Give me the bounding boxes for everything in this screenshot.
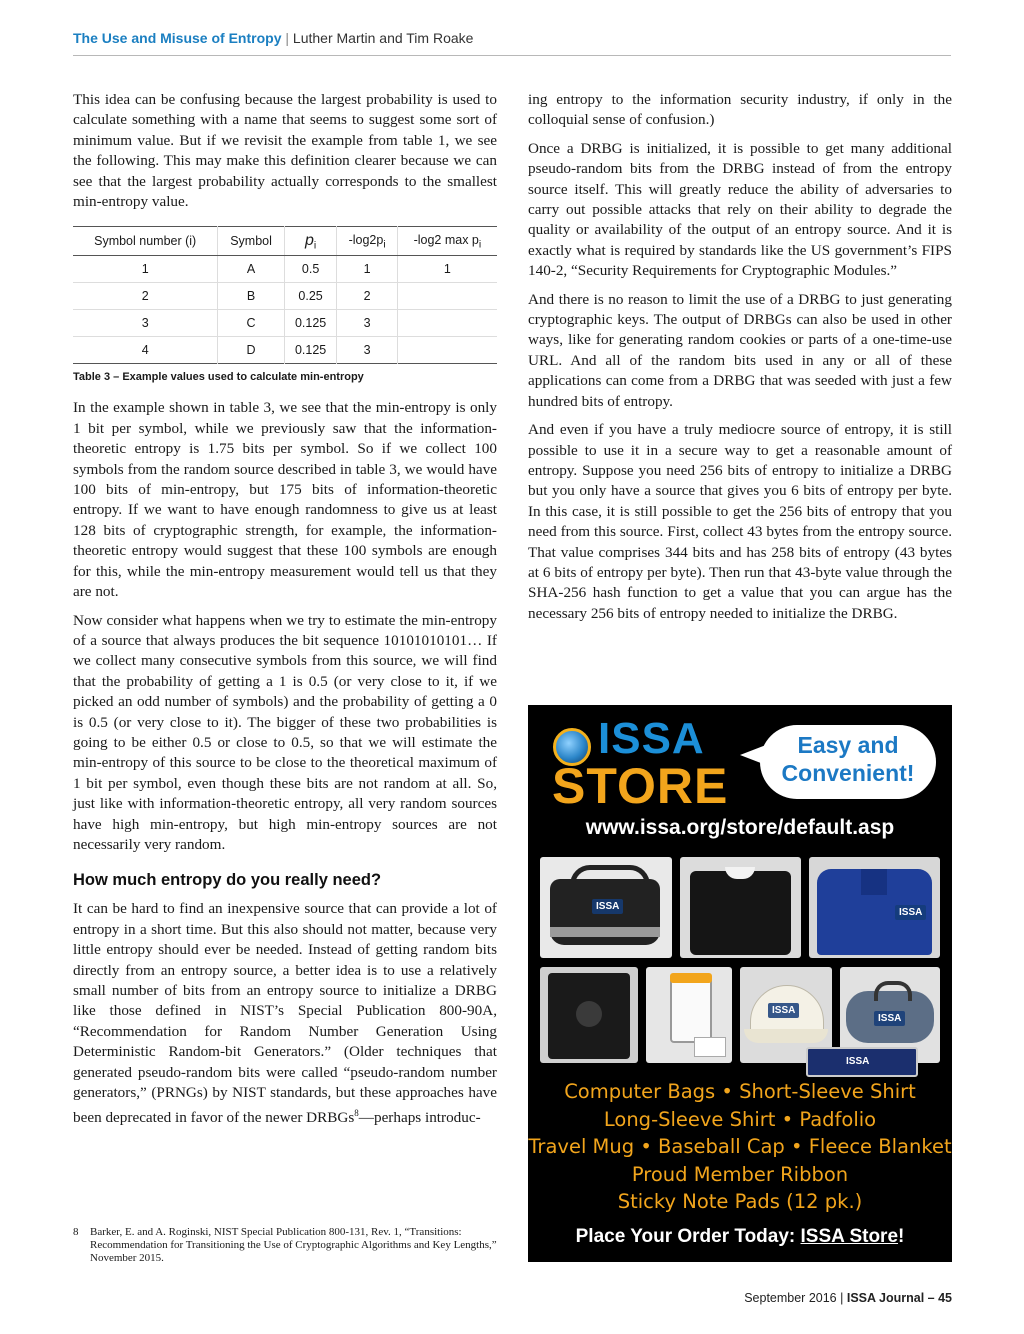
running-header: [73, 30, 951, 56]
table-header-cell: Symbol: [218, 227, 284, 256]
computer-bag-image: [540, 857, 672, 958]
issue-date: September 2016: [744, 1291, 837, 1305]
paragraph-text: It can be hard to find an inexpensive source that can provide a lot of entropy in a short time. But this also should not matter, because very little entropy should ever be needed. Instead of getting random bits directly from an entropy source, a better idea is to use a relatively small number of bits from an entropy source to initialize a DRBG like those defined in NIST’s Special Publication 800-90A, “Recommendation for Random Number Generation Using Deterministic Random-bit Generators.” (Older techniques that generated pseudo-random bits were called “pseudo-random number generators,” (PRNGs) by NIST standards, but these approaches have been deprecated in favor of the newer DRBGs: [73, 900, 497, 1127]
min-entropy-table: [73, 226, 497, 364]
article-authors: Luther Martin and Tim Roake: [292, 30, 474, 46]
product-list: [528, 1078, 952, 1216]
product-logo: ISSA: [592, 899, 623, 914]
order-suffix: !: [898, 1226, 905, 1247]
table-header-sub: i: [478, 239, 482, 251]
bubble-line-2: Convenient!: [781, 760, 915, 786]
table-cell: 3: [337, 337, 397, 364]
table-header-cell: [397, 227, 497, 256]
product-list-line: Sticky Note Pads (12 pk.): [617, 1190, 863, 1213]
table-cell: A: [218, 256, 284, 283]
issa-store-ad[interactable]: [528, 705, 952, 1262]
section-heading: How much entropy do you really need?: [73, 871, 382, 890]
table-header-p: p: [304, 231, 314, 249]
page-footer: [744, 1291, 952, 1305]
bubble-text: [760, 731, 936, 787]
footer-separator: |: [840, 1291, 844, 1305]
logo-store: STORE: [552, 758, 729, 814]
table-cell: 1: [337, 256, 397, 283]
journal-page: ISSA Journal – 45: [846, 1291, 952, 1305]
table-header-cell: [337, 227, 397, 256]
table-cell: 2: [73, 283, 218, 310]
footnote-text: Barker, E. and A. Roginski, NIST Special Publication 800-131, Rev. 1, “Transitions: Recommendation for Transitioning the Use of Cryptographic Algorithms and Key Lengths,” November 2015.: [90, 1226, 497, 1264]
table-cell: 0.25: [284, 283, 337, 310]
padfolio-image: [540, 967, 638, 1063]
table-cell: 3: [73, 310, 218, 337]
table-cell: C: [218, 310, 284, 337]
left-paragraph-1: This idea can be confusing because the largest probability is used to calculate something with a name that seems to suggest some sort of minimum value. But if we revisit the example from table 1, we see the following. This may make this definition clearer because we can see that the largest probability actually corresponds to the smallest min-entropy value.: [73, 91, 497, 211]
right-paragraph-4: And even if you have a truly mediocre source of entropy, it is still possible to use it in a secure way to get a reasonable amount of entropy. Suppose you need 256 bits of entropy to initialize a DRBG but you only have a source that gives you 6 bits of entropy per byte. In this case, it is still possible to get the 256 bits of entropy that you need from this source. First, collect 43 bytes from the entropy source. That value comprises 344 bits and has 258 bits of entropy (43 bytes at 6 bits of entropy per byte). Then run that 43-byte value through the SHA-256 hash function to get a value that you can argue has the necessary 256 bits of entropy needed to initialize the DRBG.: [528, 421, 952, 622]
right-paragraph-3: And there is no reason to limit the use of a DRBG to just generating cryptographic keys. The output of DRBGs can also be used in other ways, like for generating random cookies or parts of a one-time-use URL. And all of the random bits used in any or all of these applications can come from a DRBG that was seeded with just a few hundred bits of entropy.: [528, 290, 952, 410]
table-header-row: [73, 227, 497, 256]
product-logo: ISSA: [895, 905, 926, 920]
table-row: [73, 310, 497, 337]
footnote: [73, 1226, 497, 1265]
product-list-line: Proud Member Ribbon: [631, 1162, 849, 1186]
header-separator: |: [285, 30, 290, 46]
table-caption: Table 3 – Example values used to calculate min-entropy: [73, 371, 364, 384]
table-cell: 0.125: [284, 310, 337, 337]
long-sleeve-shirt-image: [680, 857, 801, 958]
right-column: [528, 90, 952, 632]
logo-issa: ISSA: [598, 714, 705, 763]
table-row: [73, 256, 497, 283]
table-cell: 2: [337, 283, 397, 310]
product-list-line: Travel Mug • Baseball Cap • Fleece Blanket: [528, 1135, 952, 1158]
travel-mug-image: [646, 967, 732, 1063]
table-header-cell: Symbol number (i): [73, 227, 218, 256]
product-list-line: Computer Bags • Short-Sleeve Shirt: [564, 1080, 916, 1103]
table-cell: [397, 283, 497, 310]
bubble-line-1: Easy and: [797, 732, 899, 758]
table-cell: 1: [397, 256, 497, 283]
table-header-cell: [284, 227, 337, 256]
product-logo: ISSA: [768, 1003, 799, 1018]
table-cell: 3: [337, 310, 397, 337]
issa-store-link[interactable]: ISSA Store: [800, 1226, 899, 1247]
table-row: [73, 337, 497, 364]
table-cell: 4: [73, 337, 218, 364]
footnote-number: 8: [73, 1226, 79, 1238]
article-title: The Use and Misuse of Entropy: [73, 30, 282, 46]
footnote-ref: 8: [354, 1108, 359, 1119]
left-paragraph-4: [73, 899, 497, 1129]
table-cell: D: [218, 337, 284, 364]
table-cell: 1: [73, 256, 218, 283]
right-paragraph-2: Once a DRBG is initialized, it is possible to get many additional pseudo-random bits from the DRBG instead of from the entropy source itself. This will greatly reduce the ability of adversaries to carry out possible attacks that rely on their ability to degrade the quality or availability of the output of an entropy source. And it is exactly what is required by standards like the US government’s FIPS 140-2, “Security Requirements for Cryptographic Modules.”: [528, 139, 952, 280]
member-ribbon-image: [806, 1047, 918, 1077]
order-call-to-action: [528, 1226, 952, 1248]
product-logo: ISSA: [874, 1011, 905, 1026]
table-cell: [397, 337, 497, 364]
table-cell: B: [218, 283, 284, 310]
left-paragraph-2: In the example shown in table 3, we see that the min-entropy is only 1 bit per symbol, while we previously saw that the information-theoretic entropy is 1.75 bits per symbol. So if we collect 100 symbols from the random source described in table 3, we would have 100 bits of min-entropy, but 175 bits of information-theoretic entropy. If we want to have enough randomness to give us at least 128 bits of cryptographic strength, for example, the information-theoretic entropy would suggest that these 100 symbols are enough for this, while the min-entropy measurement would tell us that they are not.: [73, 399, 497, 601]
table-header-sub: i: [313, 240, 317, 252]
table-cell: [397, 310, 497, 337]
table-cell: 0.5: [284, 256, 337, 283]
table-header-logmax: -log2 max p: [413, 232, 479, 247]
product-logo: ISSA: [846, 1056, 870, 1067]
table-row: [73, 283, 497, 310]
short-sleeve-shirt-image: [809, 857, 940, 958]
paragraph-text-end: —perhaps introduc-: [358, 1109, 481, 1127]
order-prefix: Place Your Order Today:: [575, 1226, 801, 1247]
table-header-sub: i: [383, 239, 386, 251]
table-cell: 0.125: [284, 337, 337, 364]
left-column: [73, 90, 497, 1137]
left-paragraph-3: Now consider what happens when we try to estimate the min-entropy of a source that always produces the bit sequence 10101010101… If we collect many consecutive symbols from this source, we will find that the probability of getting a 1 is 0.5 (or very close to it, if we picked an odd number of symbols) and the probability of getting a 0 is 0.5 (or very close to it). The bigger of these two probabilities is going to be either 0.5 or close to 0.5, so that we will estimate the min-entropy of this source to be close to the theoretical maximum of 1 bit per symbol, even though these bits are not random at all. So, just like with information-theoretic entropy, all very random sources have high min-entropy, but high min-entropy sources are not necessarily very random.: [73, 611, 497, 853]
store-url[interactable]: www.issa.org/store/default.asp: [585, 816, 895, 839]
product-list-line: Long-Sleeve Shirt • Padfolio: [603, 1107, 877, 1131]
right-paragraph-1: ing entropy to the information security industry, if only in the colloquial sense of confusion.): [528, 91, 952, 129]
table-header-log: -log2p: [348, 232, 384, 247]
